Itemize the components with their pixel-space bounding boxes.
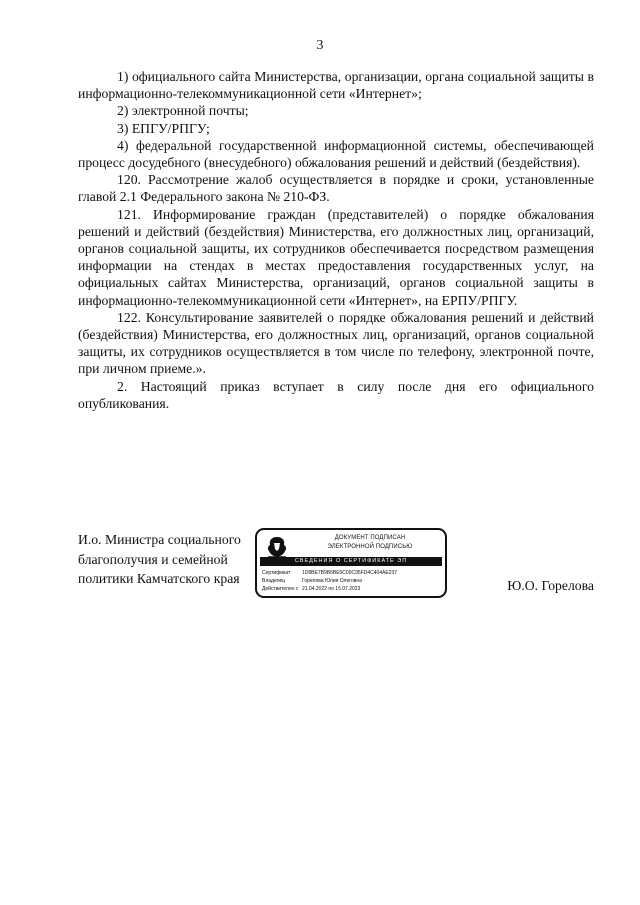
paragraph: 3) ЕПГУ/РПГУ; [117, 120, 210, 136]
document-body [78, 68, 594, 412]
signatory-position [78, 530, 253, 589]
page-number: 3 [316, 38, 324, 53]
position-line: благополучия и семейной [78, 551, 228, 567]
position-line: И.о. Министра социального [78, 532, 241, 547]
cert-value: 1D8BE7B9B6BE5C00C95FD4C404AE237 [302, 570, 398, 576]
stamp-owner-row [262, 578, 362, 584]
paragraph: 2) электронной почты; [117, 103, 249, 119]
coat-of-arms-icon [262, 535, 292, 559]
stamp-title-line: ЭЛЕКТРОННОЙ ПОДПИСЬЮ [327, 543, 413, 550]
paragraph: 2. Настоящий приказ вступает в силу после дня его официального опубликования. [78, 378, 594, 411]
paragraph: 121. Информирование граждан (представителей) о порядке обжалования решений и действий (бездействия) Министерства, его должностных лиц, организаций, органов социальной защиты, их сотрудников обеспечивается посредством размещения информации на стендах в местах предоставления государственных услуг, на официальных сайтах Министерства, организаций, органов социальной защиты в информационно-телекоммуникационной сети «Интернет», на ЕРПУ/РПГУ. [78, 206, 594, 308]
stamp-cert-header: СВЕДЕНИЯ О СЕРТИФИКАТЕ ЭП [260, 557, 442, 566]
paragraph: 122. Консультирование заявителей о порядке обжалования решений и действий (бездействия) Министерства, его должностных лиц, организаций, органов социальной защиты, их сотрудников осуществляется в том числе по телефону, электронной почте, при личном приеме.». [78, 309, 594, 377]
electronic-signature-stamp [255, 528, 447, 598]
stamp-cert-row [262, 570, 397, 576]
stamp-title-line: ДОКУМЕНТ ПОДПИСАН [334, 535, 406, 541]
paragraph: 120. Рассмотрение жалоб осуществляется в порядке и сроки, установленные главой 2.1 Федерального закона № 210-ФЗ. [78, 172, 594, 205]
signatory-name: Ю.О. Горелова [507, 578, 594, 593]
valid-value: 21.04.2022 по 15.07.2023 [302, 586, 361, 592]
paragraph: 1) официального сайта Министерства, организации, органа социальной защиты в информационно-телекоммуникационной сети «Интернет»; [78, 69, 594, 102]
position-line: политики Камчатского края [78, 571, 240, 586]
stamp-validity-row [262, 586, 360, 592]
paragraph: 4) федеральной государственной информационной системы, обеспечивающей процесс досудебного (внесудебного) обжалования решений и действий (бездействия). [78, 137, 594, 171]
cert-label: Сертификат [262, 570, 291, 576]
owner-label: Владелец [262, 578, 286, 584]
valid-label: Действителен с [262, 586, 299, 592]
owner-value: Горелова Юлия Олеговна [302, 578, 362, 584]
stamp-title [301, 534, 439, 551]
